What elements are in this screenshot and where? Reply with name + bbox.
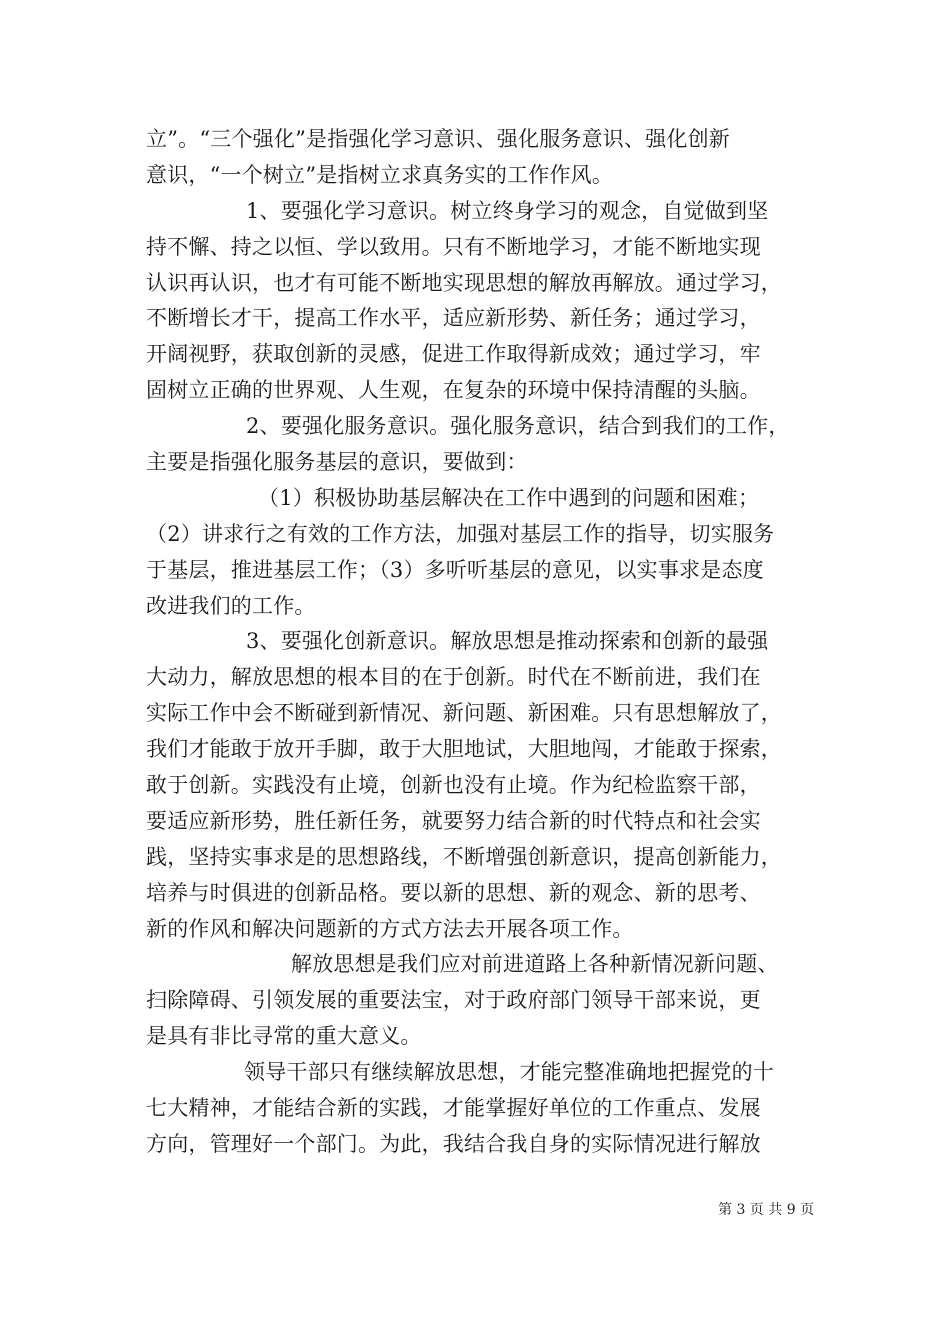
text-line: 意识，“一个树立”是指树立求真务实的工作作风。 xyxy=(146,162,614,187)
text-line: 方向，管理好一个部门。为此，我结合我自身的实际情况进行解放 xyxy=(146,1131,761,1156)
text-line: 扫除障碍、引领发展的重要法宝，对于政府部门领导干部来说，更 xyxy=(146,988,761,1013)
text-line: 实际工作中会不断碰到新情况、新问题、新困难。只有思想解放了， xyxy=(146,701,782,726)
text-line: 主要是指强化服务基层的意识，要做到： xyxy=(146,450,528,475)
text-line: 立”。“三个强化”是指强化学习意识、强化服务意识、强化创新 xyxy=(146,127,731,151)
text-line: 3、要强化创新意识。解放思想是推动探索和创新的最强 xyxy=(246,629,769,654)
text-line: 七大精神，才能结合新的实践，才能掌握好单位的工作重点、发展 xyxy=(146,1096,761,1121)
text-line: （1）积极协助基层解决在工作中遇到的问题和困难； xyxy=(258,485,760,510)
text-line: 新的作风和解决问题新的方式方法去开展各项工作。 xyxy=(146,916,634,941)
text-line: 改进我们的工作。 xyxy=(146,593,316,618)
document-body xyxy=(146,122,816,1163)
text-line: 我们才能敢于放开手脚，敢于大胆地试，大胆地闯，才能敢于探索， xyxy=(146,737,782,762)
text-line: 敢于创新。实践没有止境，创新也没有止境。作为纪检监察干部， xyxy=(146,773,761,798)
text-line: 大动力，解放思想的根本目的在于创新。时代在不断前进，我们在 xyxy=(146,665,761,690)
text-line: 2、要强化服务意识。强化服务意识，结合到我们的工作， xyxy=(246,414,790,439)
text-line: （2）讲求行之有效的工作方法，加强对基层工作的指导，切实服务 xyxy=(146,521,775,546)
text-line: 固树立正确的世界观、人生观，在复杂的环境中保持清醒的头脑。 xyxy=(146,378,761,403)
text-line: 不断增长才干，提高工作水平，适应新形势、新任务；通过学习， xyxy=(146,306,761,331)
page-number-footer: 第 3 页 共 9 页 xyxy=(718,1202,815,1218)
text-line: 于基层，推进基层工作；（3）多听听基层的意见，以实事求是态度 xyxy=(146,557,764,582)
text-line: 是具有非比寻常的重大意义。 xyxy=(146,1024,422,1049)
text-line: 认识再认识，也才有可能不断地实现思想的解放再解放。通过学习， xyxy=(146,270,782,295)
text-line: 开阔视野，获取创新的灵感，促进工作取得新成效；通过学习，牢 xyxy=(146,342,761,367)
text-line: 持不懈、持之以恒、学以致用。只有不断地学习，才能不断地实现 xyxy=(146,234,761,259)
text-line: 培养与时俱进的创新品格。要以新的思想、新的观念、新的思考、 xyxy=(146,880,761,905)
text-line: 1、要强化学习意识。树立终身学习的观念，自觉做到坚 xyxy=(246,198,769,223)
text-line: 要适应新形势，胜任新任务，就要努力结合新的时代特点和社会实 xyxy=(146,808,761,833)
text-line: 领导干部只有继续解放思想，才能完整准确地把握党的十 xyxy=(244,1060,774,1085)
text-line: 解放思想是我们应对前进道路上各种新情况新问题、 xyxy=(291,952,779,977)
text-line: 践，坚持实事求是的思想路线，不断增强创新意识，提高创新能力， xyxy=(146,844,782,869)
